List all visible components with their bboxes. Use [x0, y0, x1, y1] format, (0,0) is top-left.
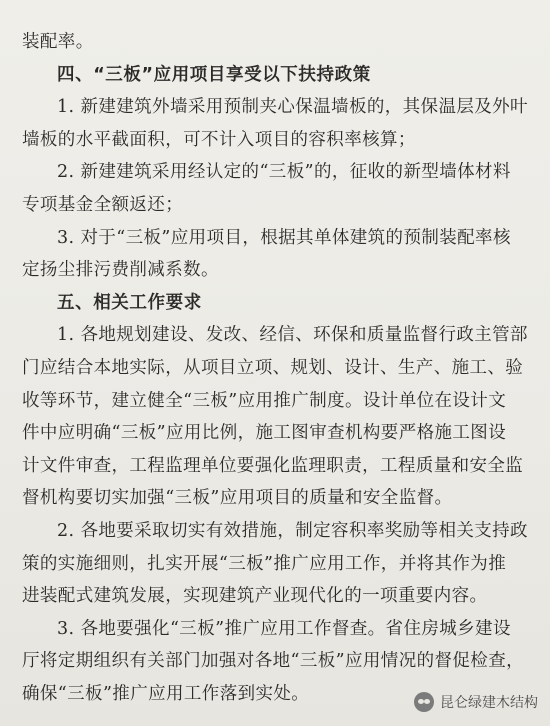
text-line: 确保“三板”推广应用工作落到实处。 — [22, 683, 310, 704]
text-line: 收等环节，建立健全“三板”应用推广制度。设计单位在设计文 — [22, 390, 507, 411]
section-heading-requirements: 五、相关工作要求 — [57, 292, 202, 313]
watermark-text: 昆仑绿建木结构 — [440, 695, 538, 711]
text-line: 定扬尘排污费削减系数。 — [22, 260, 219, 281]
text-line: 督机构要切实加强“三板”应用项目的质量和安全监督。 — [22, 488, 453, 509]
text-line: 3. 各地要强化“三板”推广应用工作督查。省住房城乡建设 — [57, 618, 511, 639]
text-line: 策的实施细则，扎实开展“三板”推广应用工作，并将其作为推 — [22, 553, 507, 574]
text-line: 件中应明确“三板”应用比例，施工图审查机构要严格施工图设 — [22, 423, 507, 444]
watermark — [414, 692, 538, 712]
text-line: 墙板的水平截面积，可不计入项目的容积率核算； — [22, 129, 416, 150]
text-line: 1. 各地规划建设、发改、经信、环保和质量监督行政主管部 — [57, 325, 528, 346]
text-line: 进装配式建筑发展，实现建筑产业现代化的一项重要内容。 — [22, 586, 488, 607]
section-heading-policies: 四、“三板”应用项目享受以下扶持政策 — [57, 64, 371, 85]
text-line: 专项基金全额返还； — [22, 194, 184, 215]
text-line: 3. 对于“三板”应用项目，根据其单体建筑的预制装配率核 — [57, 227, 511, 248]
wechat-icon — [414, 692, 434, 712]
text-line: 2. 新建建筑采用经认定的“三板”的，征收的新型墙体材料 — [57, 162, 511, 183]
text-line: 门应结合本地实际，从项目立项、规划、设计、生产、施工、验 — [22, 357, 524, 378]
text-line: 2. 各地要采取切实有效措施，制定容积率奖励等相关支持政 — [57, 520, 528, 541]
text-line: 1. 新建建筑外墙采用预制夹心保温墙板的，其保温层及外叶 — [57, 97, 528, 118]
text-line: 装配率。 — [22, 32, 94, 52]
text-line: 计文件审查，工程监理单位要强化监理职责，工程质量和安全监 — [22, 455, 524, 476]
text-line: 厅将定期组织有关部门加强对各地“三板”应用情况的督促检查， — [22, 651, 524, 672]
